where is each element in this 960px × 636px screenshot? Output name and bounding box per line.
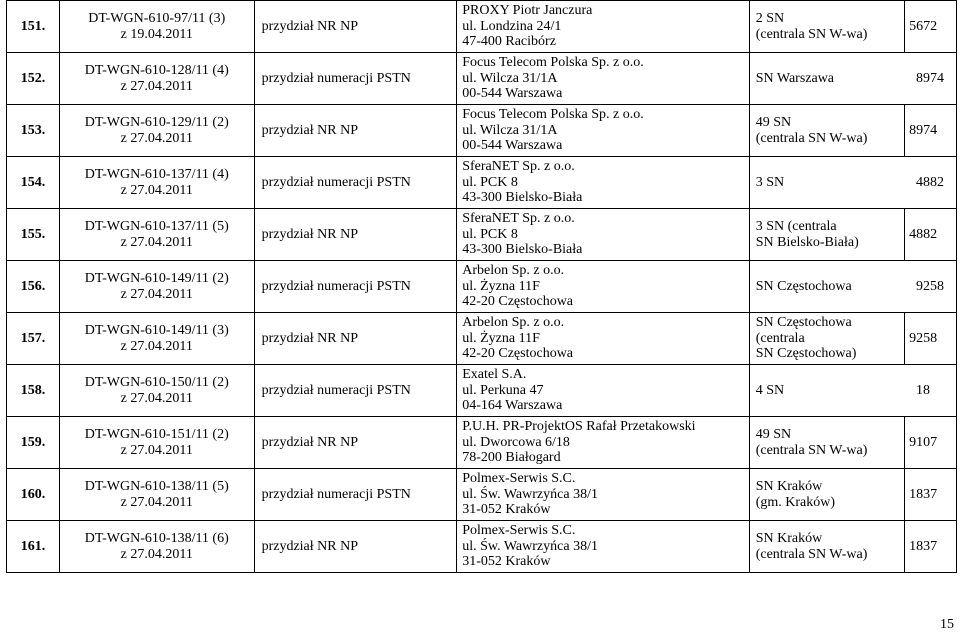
operator-line: Focus Telecom Polska Sp. z o.o. (462, 107, 644, 123)
table-row (7, 261, 957, 313)
zone-number: 9107 (909, 434, 938, 450)
table-row (7, 209, 957, 261)
row-number: 157. (20, 330, 46, 346)
decision-cell (59, 157, 254, 209)
operator-line: P.U.H. PR-ProjektOS Rafał Przetakowski (462, 419, 696, 435)
zone-line: (centrala SN W-wa) (755, 26, 868, 42)
operator-line: Exatel S.A. (462, 367, 527, 383)
decision-cell (59, 469, 254, 521)
zone-number: 4882 (909, 226, 938, 242)
operator-line: 00-544 Warszawa (462, 86, 563, 102)
zone-number-cell (905, 1, 957, 53)
operator-cell (457, 53, 749, 105)
decision-line: z 27.04.2011 (120, 78, 193, 94)
allocation-type: przydział NR NP (261, 226, 358, 242)
table-row (7, 417, 957, 469)
operator-line: 31-052 Kraków (462, 502, 551, 518)
allocation-type: przydział numeracji PSTN (261, 70, 411, 86)
zone-cell (749, 1, 904, 53)
zone-number-cell (749, 53, 956, 105)
registry-body (7, 1, 957, 573)
allocation-type: przydział numeracji PSTN (261, 382, 411, 398)
operator-line: PROXY Piotr Janczura (462, 3, 593, 19)
zone-line: 3 SN (755, 174, 785, 190)
row-number: 160. (20, 486, 46, 502)
zone-line: SN Kraków (755, 479, 823, 494)
operator-cell (457, 469, 749, 521)
operator-cell (457, 1, 749, 53)
zone-line: (gm. Kraków) (755, 494, 836, 510)
operator-line: ul. Londzina 24/1 (462, 18, 562, 34)
decision-line: DT-WGN-610-129/11 (2) (84, 115, 229, 130)
operator-cell (457, 157, 749, 209)
zone-line: 49 SN (755, 115, 792, 130)
decision-cell (59, 417, 254, 469)
zone-number-cell (905, 209, 957, 261)
row-number: 158. (20, 382, 46, 398)
zone-number-cell (905, 521, 957, 573)
decision-line: z 27.04.2011 (120, 182, 193, 198)
decision-line: DT-WGN-610-128/11 (4) (84, 63, 229, 78)
allocation-type-cell (254, 521, 457, 573)
operator-line: ul. PCK 8 (462, 226, 518, 242)
decision-line: DT-WGN-610-149/11 (3) (84, 323, 229, 338)
allocation-type-cell (254, 1, 457, 53)
zone-line: SN Częstochowa) (755, 346, 857, 362)
table-row (7, 469, 957, 521)
zone-line: SN Częstochowa (755, 315, 852, 331)
decision-cell (59, 521, 254, 573)
decision-cell (59, 1, 254, 53)
zone-line: 3 SN (centrala (755, 219, 837, 234)
zone-number-cell (749, 365, 956, 417)
table-row (7, 313, 957, 365)
allocation-type-cell (254, 313, 457, 365)
allocation-type: przydział numeracji PSTN (261, 278, 411, 294)
allocation-type: przydział numeracji PSTN (261, 174, 411, 190)
table-row (7, 1, 957, 53)
operator-line: SferaNET Sp. z o.o. (462, 159, 575, 175)
table-row (7, 105, 957, 157)
operator-line: 47-400 Racibórz (462, 34, 556, 50)
operator-line: 78-200 Białogard (462, 450, 561, 466)
decision-line: z 27.04.2011 (120, 338, 193, 354)
table-row (7, 53, 957, 105)
allocation-type-cell (254, 105, 457, 157)
zone-cell (749, 105, 904, 157)
operator-line: SferaNET Sp. z o.o. (462, 211, 575, 227)
allocation-type-cell (254, 157, 457, 209)
decision-cell (59, 365, 254, 417)
operator-line: 43-300 Bielsko-Biała (462, 242, 583, 258)
zone-cell (749, 521, 904, 573)
zone-number: 18 (916, 382, 930, 398)
table-row (7, 521, 957, 573)
operator-cell (457, 365, 749, 417)
allocation-type-cell (254, 209, 457, 261)
operator-cell (457, 261, 749, 313)
operator-line: ul. Perkuna 47 (462, 382, 544, 398)
decision-line: z 27.04.2011 (120, 546, 193, 562)
row-number: 159. (20, 434, 46, 450)
decision-line: DT-WGN-610-151/11 (2) (84, 427, 229, 442)
row-number-cell (7, 1, 60, 53)
allocation-type: przydział NR NP (261, 538, 358, 554)
operator-cell (457, 209, 749, 261)
row-number: 155. (20, 226, 46, 242)
decision-line: DT-WGN-610-150/11 (2) (84, 375, 229, 390)
decision-line: DT-WGN-610-137/11 (4) (84, 167, 229, 182)
allocation-type-cell (254, 365, 457, 417)
operator-line: ul. PCK 8 (462, 174, 518, 190)
operator-cell (457, 105, 749, 157)
row-number: 152. (20, 70, 46, 86)
decision-line: z 27.04.2011 (120, 286, 193, 302)
row-number-cell (7, 105, 60, 157)
zone-number-cell (905, 105, 957, 157)
zone-number: 9258 (909, 330, 938, 346)
row-number: 153. (20, 122, 46, 138)
operator-line: Arbelon Sp. z o.o. (462, 315, 565, 331)
zone-line: SN Bielsko-Biała) (755, 234, 859, 250)
operator-line: ul. Żyzna 11F (462, 330, 540, 346)
operator-line: Arbelon Sp. z o.o. (462, 263, 565, 279)
decision-line: DT-WGN-610-137/11 (5) (84, 219, 229, 234)
operator-line: 00-544 Warszawa (462, 138, 563, 154)
operator-line: ul. Wilcza 31/1A (462, 122, 558, 138)
row-number-cell (7, 261, 60, 313)
allocation-type-cell (254, 469, 457, 521)
operator-line: 04-164 Warszawa (462, 398, 563, 414)
decision-line: z 27.04.2011 (120, 494, 193, 510)
zone-cell (749, 417, 904, 469)
page-number: 15 (940, 617, 954, 632)
operator-cell (457, 313, 749, 365)
decision-line: z 27.04.2011 (120, 390, 193, 406)
decision-cell (59, 261, 254, 313)
operator-line: Focus Telecom Polska Sp. z o.o. (462, 55, 644, 71)
zone-number-cell (749, 261, 956, 313)
zone-line: (centrala (755, 330, 805, 346)
zone-line: 4 SN (755, 382, 785, 398)
zone-number: 8974 (916, 70, 944, 86)
allocation-type: przydział numeracji PSTN (261, 486, 411, 502)
row-number: 154. (20, 174, 46, 190)
zone-line: (centrala SN W-wa) (755, 130, 868, 146)
zone-number-cell (905, 469, 957, 521)
decision-line: DT-WGN-610-149/11 (2) (84, 271, 229, 286)
allocation-type-cell (254, 53, 457, 105)
operator-line: Polmex-Serwis S.C. (462, 471, 576, 487)
row-number-cell (7, 365, 60, 417)
decision-line: z 27.04.2011 (120, 130, 193, 146)
allocation-type: przydział NR NP (261, 434, 358, 450)
decision-line: z 27.04.2011 (120, 442, 193, 458)
row-number-cell (7, 469, 60, 521)
zone-number: 9258 (916, 278, 944, 294)
allocation-type: przydział NR NP (261, 330, 358, 346)
row-number-cell (7, 157, 60, 209)
allocation-type-cell (254, 417, 457, 469)
operator-line: 31-052 Kraków (462, 554, 551, 570)
row-number-cell (7, 313, 60, 365)
allocation-type-cell (254, 261, 457, 313)
operator-line: 43-300 Bielsko-Biała (462, 190, 583, 206)
operator-line: ul. Dworcowa 6/18 (462, 434, 570, 450)
row-number: 156. (20, 278, 46, 294)
zone-number: 5672 (909, 18, 938, 34)
zone-line: (centrala SN W-wa) (755, 442, 868, 458)
decision-line: z 19.04.2011 (120, 26, 193, 42)
zone-cell (749, 469, 904, 521)
row-number: 161. (20, 538, 46, 554)
decision-cell (59, 105, 254, 157)
operator-line: ul. Św. Wawrzyńca 38/1 (462, 486, 598, 502)
allocation-type: przydział NR NP (261, 122, 358, 138)
zone-line: SN Częstochowa (755, 278, 852, 294)
operator-line: Polmex-Serwis S.C. (462, 523, 576, 539)
zone-number-cell (749, 157, 956, 209)
zone-number: 8974 (909, 122, 938, 138)
decision-line: DT-WGN-610-138/11 (5) (84, 479, 229, 494)
zone-cell (749, 313, 904, 365)
row-number-cell (7, 417, 60, 469)
operator-cell (457, 417, 749, 469)
row-number-cell (7, 53, 60, 105)
operator-line: ul. Wilcza 31/1A (462, 70, 558, 86)
registry-table (6, 0, 957, 573)
operator-line: ul. Żyzna 11F (462, 278, 540, 294)
operator-line: 42-20 Częstochowa (462, 294, 574, 310)
row-number: 151. (20, 18, 46, 34)
table-row (7, 157, 957, 209)
decision-line: z 27.04.2011 (120, 234, 193, 250)
operator-line: 42-20 Częstochowa (462, 346, 574, 362)
table-row (7, 365, 957, 417)
zone-line: SN Kraków (755, 531, 823, 546)
decision-cell (59, 209, 254, 261)
zone-line: (centrala SN W-wa) (755, 546, 868, 562)
decision-line: DT-WGN-610-138/11 (6) (84, 531, 229, 546)
row-number-cell (7, 521, 60, 573)
decision-line: DT-WGN-610-97/11 (3) (88, 11, 226, 26)
zone-number: 1837 (909, 538, 938, 554)
zone-line: 2 SN (755, 11, 785, 26)
row-number-cell (7, 209, 60, 261)
operator-line: ul. Św. Wawrzyńca 38/1 (462, 538, 598, 554)
zone-number-cell (905, 313, 957, 365)
zone-line: SN Warszawa (755, 70, 835, 86)
zone-number-cell (905, 417, 957, 469)
allocation-type: przydział NR NP (261, 18, 358, 34)
operator-cell (457, 521, 749, 573)
zone-line: 49 SN (755, 427, 792, 442)
decision-cell (59, 53, 254, 105)
zone-number: 1837 (909, 486, 938, 502)
decision-cell (59, 313, 254, 365)
zone-cell (749, 209, 904, 261)
zone-number: 4882 (916, 174, 944, 190)
